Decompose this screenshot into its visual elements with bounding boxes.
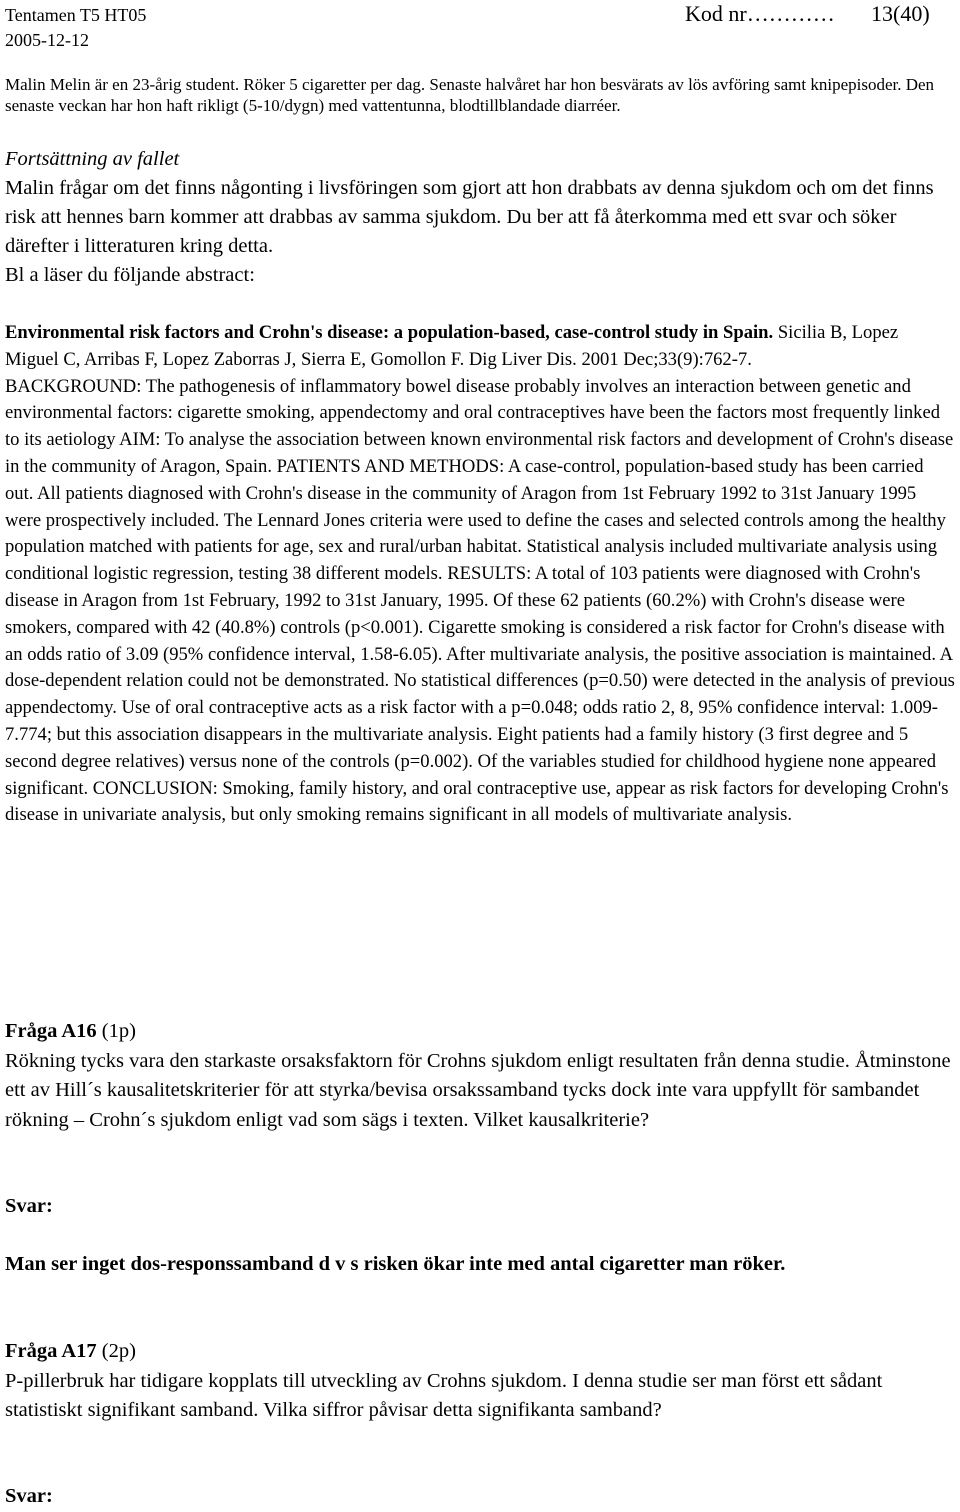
- case-intro: Malin Melin är en 23-årig student. Röker 5 cigaretter per dag. Senaste halvåret har hon besvärats av lös avföring samt knipepisoder. Den senaste veckan har hon haft rikligt (5-10/dygn) med vattentunna, blodtillblandade diarréer.: [5, 75, 935, 115]
- page-number: 13(40): [871, 1, 930, 26]
- question-a17-label: Fråga A17: [5, 1340, 97, 1362]
- question-a16-text: Rökning tycks vara den starkaste orsaksfaktorn för Crohns sjukdom enligt resultaten från denna studie. Åtminstone ett av Hill´s kausalitetskriterier för att styrka/bevisa orsakssamband tycks dock inte vara uppfyllt för sambandet rökning – Crohn´s sjukdom enligt vad som sägs i texten. Vilket kausalkriterie?: [5, 1049, 951, 1131]
- exam-date: 2005-12-12: [5, 30, 89, 50]
- abstract-title: Environmental risk factors and Crohn's disease: a population-based, case-control study in Spain.: [5, 322, 774, 343]
- code-number-label: Kod nr…………: [685, 1, 835, 26]
- question-a16-label: Fråga A16: [5, 1020, 97, 1042]
- exam-title: Tentamen T5 HT05: [5, 5, 147, 25]
- question-a17-heading: [5, 1337, 955, 1367]
- question-a17-points: (2p): [101, 1340, 136, 1362]
- question-a17: [5, 1337, 955, 1426]
- question-a16: [5, 1017, 955, 1135]
- abstract: [5, 320, 955, 829]
- abstract-header: [5, 320, 955, 374]
- abstract-lead: Bl a läser du följande abstract:: [5, 264, 255, 286]
- question-a16-points: (1p): [101, 1020, 136, 1042]
- continuation-heading: Fortsättning av fallet: [5, 148, 180, 170]
- case-continuation: [5, 145, 955, 290]
- continuation-text: Malin frågar om det finns någonting i livsföringen som gjort att hon drabbats av denna sjukdom och om det finns risk att hennes barn kommer att drabbas av samma sjukdom. Du ber att få återkomma med ett svar och söker därefter i litteraturen kring detta.: [5, 177, 934, 257]
- answer-a16-text: Man ser inget dos-responssamband d v s risken ökar inte med antal cigaretter man röker.: [5, 1253, 786, 1275]
- question-a17-text: P-pillerbruk har tidigare kopplats till utveckling av Crohns sjukdom. I denna studie ser man först ett sådant statistiskt signifikant samband. Vilka siffror påvisar detta signifikanta samband?: [5, 1369, 883, 1421]
- abstract-citation: Sicilia B, Lopez Miguel C, Arribas F, Lopez Zaborras J, Sierra E, Gomollon F. Dig Liver Dis. 2001 Dec;33(9):762-7.: [5, 322, 899, 370]
- answer-a17-label: Svar:: [5, 1485, 53, 1507]
- header-left: [5, 3, 146, 53]
- answer-a16-label: Svar:: [5, 1195, 53, 1217]
- abstract-text: BACKGROUND: The pathogenesis of inflammatory bowel disease probably involves an interaction between genetic and environmental factors: cigarette smoking, appendectomy and oral contraceptives have been the factors most frequently linked to its aetiology AIM: To analyse the association between known environmental risk factors and development of Crohn's disease in the community of Aragon, Spain. PATIENTS AND METHODS: A case-control, population-based study has been carried out. All patients diagnosed with Crohn's disease in the community of Aragon from 1st February 1992 to 31st January 1995 were prospectively included. The Lennard Jones criteria were used to define the cases and selected controls among the healthy population matched with patients for age, sex and rural/urban habitat. Statistical analysis included multivariate analysis using conditional logistic regression, testing 38 different models. RESULTS: A total of 103 patients were diagnosed with Crohn's disease in Aragon from 1st February, 1992 to 31st January, 1995. Of these 62 patients (60.2%) with Crohn's disease were smokers, compared with 42 (40.8%) controls (p<0.001). Cigarette smoking is considered a risk factor for Crohn's disease with an odds ratio of 3.09 (95% confidence interval, 1.58-6.05). After multivariate analysis, the positive association is maintained. A dose-dependent relation could not be demonstrated. No statistical differences (p=0.50) were detected in the analysis of previous appendectomy. Use of oral contraceptive acts as a risk factor with a p=0.048; odds ratio 2, 8, 95% confidence interval: 1.009-7.774; but this association disappears in the multivariate analysis. Eight patients had a family history (3 first degree and 5 second degree relatives) versus none of the controls (p=0.002). Of the variables studied for childhood hygiene none appeared significant. CONCLUSION: Smoking, family history, and oral contraceptive use, appear as risk factors for developing Crohn's disease in univariate analysis, but only smoking remains significant in all models of multivariate analysis.: [5, 375, 955, 826]
- question-a16-heading: [5, 1017, 955, 1047]
